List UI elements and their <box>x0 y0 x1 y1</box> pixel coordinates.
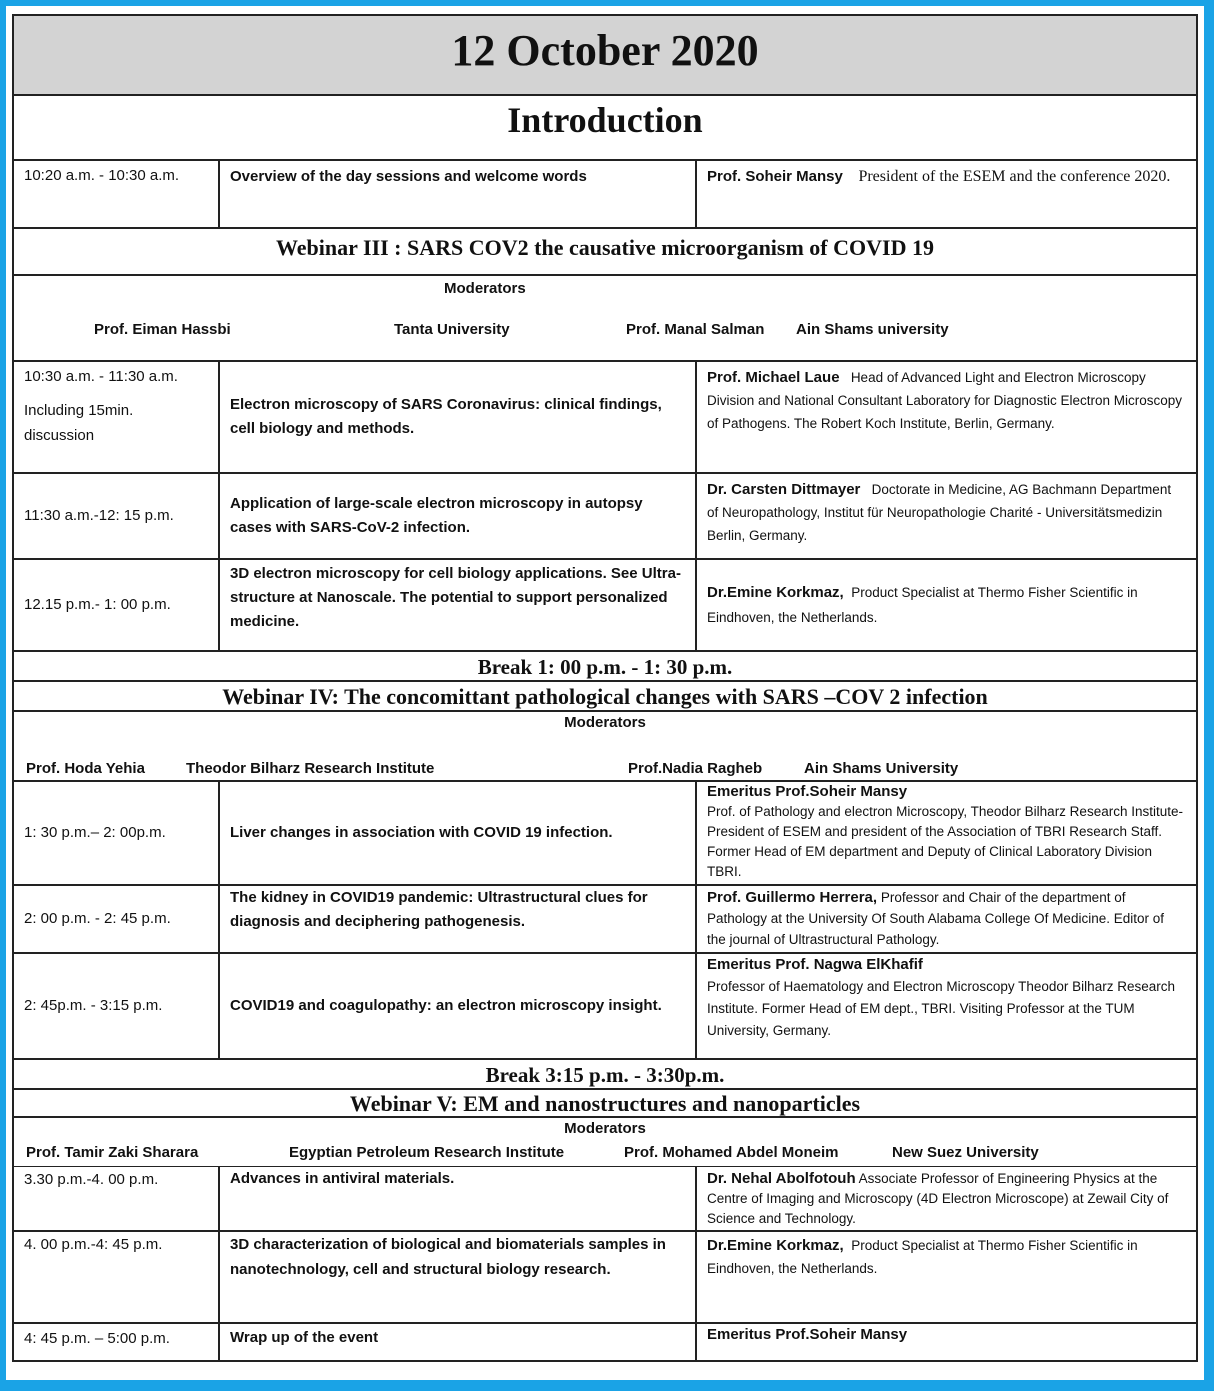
moderator-institution: Ain Shams University <box>804 760 959 777</box>
session-row <box>14 1324 1196 1362</box>
time-text: 4. 00 p.m.-4: 45 p.m. <box>24 1236 163 1253</box>
date-title: 12 October 2020 <box>451 26 759 75</box>
topic-text: COVID19 and coagulopathy: an electron microscopy insight. <box>230 997 662 1014</box>
moderator-name: Prof. Mohamed Abdel Moneim <box>624 1144 839 1161</box>
time-text: 11:30 a.m.-12: 15 p.m. <box>24 507 174 524</box>
time-cell <box>14 362 220 472</box>
moderator-name: Prof.Nadia Ragheb <box>628 760 763 777</box>
speaker-name: Prof. Soheir Mansy <box>707 168 843 185</box>
moderators-label: Moderators <box>564 1120 646 1137</box>
moderator-institution: Theodor Bilharz Research Institute <box>186 760 435 777</box>
break-row <box>14 652 1196 682</box>
topic-text: 3D characterization of biological and biomaterials samples in nanotechnology, cell and structural biology research. <box>230 1236 666 1278</box>
speaker-name: Dr. Carsten Dittmayer <box>707 481 861 498</box>
topic-text: Wrap up of the event <box>230 1329 379 1346</box>
topic-cell <box>220 1232 697 1322</box>
intro-title: Introduction <box>507 100 703 140</box>
topic-cell <box>220 474 697 558</box>
break-row <box>14 1060 1196 1090</box>
topic-cell <box>220 886 697 952</box>
time-cell <box>14 886 220 952</box>
topic-cell <box>220 1324 697 1362</box>
topic-text: The kidney in COVID19 pandemic: Ultrastructural clues for diagnosis and deciphering pathogenesis. <box>230 889 648 930</box>
break-title: Break 3:15 p.m. - 3:30p.m. <box>485 1063 725 1087</box>
speaker-cell <box>697 954 1196 1058</box>
webinar3-header-row <box>14 229 1196 276</box>
speaker-name: Prof. Michael Laue <box>707 369 840 386</box>
speaker-name: Dr.Emine Korkmaz, <box>707 584 844 601</box>
date-header-row <box>14 16 1196 96</box>
speaker-desc: Professor and Chair of the department of Pathology at the University Of South Alabama College Of Medicine. Editor of the journal of Ultrastructural Pathology. <box>707 890 1164 947</box>
break-title: Break 1: 00 p.m. - 1: 30 p.m. <box>477 655 733 679</box>
moderator-institution: Tanta University <box>394 321 510 338</box>
moderator-name: Prof. Eiman Hassbi <box>94 321 231 338</box>
time-cell <box>14 1167 220 1230</box>
topic-text: 3D electron microscopy for cell biology applications. See Ultra-structure at Nanoscale. The potential to support personalized medicine. <box>230 565 681 630</box>
session-row <box>14 954 1196 1060</box>
moderator-name: Prof. Tamir Zaki Sharara <box>26 1144 199 1161</box>
time-cell <box>14 954 220 1058</box>
moderator-institution: Egyptian Petroleum Research Institute <box>289 1144 565 1161</box>
topic-cell <box>220 362 697 472</box>
program-table <box>12 14 1198 1362</box>
program-sheet <box>6 6 1204 1380</box>
webinar4-header-row <box>14 682 1196 712</box>
session-row <box>14 886 1196 954</box>
speaker-cell <box>697 782 1196 884</box>
speaker-desc: Professor of Haematology and Electron Microscopy Theodor Bilharz Research Institute. Former Head of EM dept., TBRI. Visiting Professor at the TUM University, Germany. <box>707 979 1175 1038</box>
time-note: Including 15min. discussion <box>24 402 134 444</box>
intro-row <box>14 161 1196 229</box>
topic-cell: Overview of the day sessions and welcome words <box>220 161 697 227</box>
speaker-name: Prof. Guillermo Herrera, <box>707 889 878 906</box>
moderator-institution: New Suez University <box>892 1144 1039 1161</box>
time-cell: 10:20 a.m. - 10:30 a.m. <box>14 161 220 227</box>
speaker-cell <box>697 1232 1196 1322</box>
speaker-desc: Prof. of Pathology and electron Microscopy, Theodor Bilharz Research Institute- President of ESEM and president of the Association of TBRI Research Staff. Former Head of EM department and Deputy of Clinical Laboratory Division TBRI. <box>707 804 1183 879</box>
speaker-desc: Associate Professor of Engineering Physics at the Centre of Imaging and Microscopy (4D Electron Microscope) at Zewail City of Science and Technology. <box>707 1171 1169 1226</box>
time-text: 2: 00 p.m. - 2: 45 p.m. <box>24 910 171 927</box>
webinar4-moderators-row <box>14 712 1196 782</box>
moderators-label: Moderators <box>564 714 646 731</box>
topic-text: Application of large-scale electron microscopy in autopsy cases with SARS-CoV-2 infection. <box>230 495 643 536</box>
speaker-cell <box>697 886 1196 952</box>
time-cell <box>14 1324 220 1362</box>
time-text: 2: 45p.m. - 3:15 p.m. <box>24 997 163 1014</box>
moderators-label: Moderators <box>444 280 526 297</box>
webinar5-moderators-row <box>14 1118 1196 1166</box>
topic-cell <box>220 782 697 884</box>
speaker-cell <box>697 474 1196 558</box>
session-row <box>14 474 1196 560</box>
webinar3-title: Webinar III : SARS COV2 the causative microorganism of COVID 19 <box>276 235 934 260</box>
moderator-name: Prof. Manal Salman <box>626 321 765 338</box>
speaker-desc: Doctorate in Medicine, AG Bachmann Department of Neuropathology, Institut für Neuropathologie Charité - Universitätsmedizin Berlin, Germany. <box>707 482 1172 543</box>
time-cell <box>14 474 220 558</box>
session-row <box>14 782 1196 886</box>
session-row <box>14 1166 1196 1232</box>
time-text: 10:30 a.m. - 11:30 a.m. <box>24 368 178 385</box>
time-text: 3.30 p.m.-4. 00 p.m. <box>24 1171 159 1188</box>
time-cell <box>14 560 220 650</box>
webinar5-title: Webinar V: EM and nanostructures and nanoparticles <box>349 1091 861 1116</box>
speaker-name: Emeritus Prof.Soheir Mansy <box>707 783 908 800</box>
speaker-name: Dr. Nehal Abolfotouh <box>707 1170 856 1187</box>
moderator-name: Prof. Hoda Yehia <box>26 760 145 777</box>
session-row <box>14 362 1196 474</box>
moderator-institution: Ain Shams university <box>796 321 949 338</box>
speaker-cell <box>697 362 1196 472</box>
speaker-name: Dr.Emine Korkmaz, <box>707 1237 844 1254</box>
intro-header-row <box>14 96 1196 161</box>
speaker-cell <box>697 161 1196 227</box>
time-text: 4: 45 p.m. – 5:00 p.m. <box>24 1330 170 1347</box>
topic-text: Electron microscopy of SARS Coronavirus: clinical findings, cell biology and methods. <box>230 396 662 437</box>
speaker-name: Emeritus Prof.Soheir Mansy <box>707 1326 908 1343</box>
topic-text: Liver changes in association with COVID 19 infection. <box>230 824 613 841</box>
speaker-desc: Product Specialist at Thermo Fisher Scientific in Eindhoven, the Netherlands. <box>707 585 1138 625</box>
time-text: 12.15 p.m.- 1: 00 p.m. <box>24 596 171 613</box>
topic-cell <box>220 1167 697 1230</box>
session-row <box>14 1232 1196 1324</box>
speaker-desc: Head of Advanced Light and Electron Microscopy Division and National Consultant Laboratory for Diagnostic Electron Microscopy of Pathogens. The Robert Koch Institute, Berlin, Germany. <box>707 370 1182 431</box>
time-cell <box>14 1232 220 1322</box>
topic-cell <box>220 560 697 650</box>
speaker-cell <box>697 1167 1196 1230</box>
session-row <box>14 560 1196 652</box>
time-cell <box>14 782 220 884</box>
topic-cell <box>220 954 697 1058</box>
speaker-desc: Product Specialist at Thermo Fisher Scientific in Eindhoven, the Netherlands. <box>707 1238 1138 1276</box>
topic-text: Advances in antiviral materials. <box>230 1170 455 1187</box>
webinar5-header-row <box>14 1090 1196 1118</box>
webinar4-title: Webinar IV: The concomittant pathological changes with SARS –COV 2 infection <box>222 684 988 709</box>
speaker-cell <box>697 1324 1196 1362</box>
speaker-name: Emeritus Prof. Nagwa ElKhafif <box>707 956 923 973</box>
webinar3-moderators-row <box>14 276 1196 362</box>
speaker-desc: President of the ESEM and the conference 2020. <box>858 168 1171 185</box>
time-text: 1: 30 p.m.– 2: 00p.m. <box>24 824 166 841</box>
speaker-cell <box>697 560 1196 650</box>
